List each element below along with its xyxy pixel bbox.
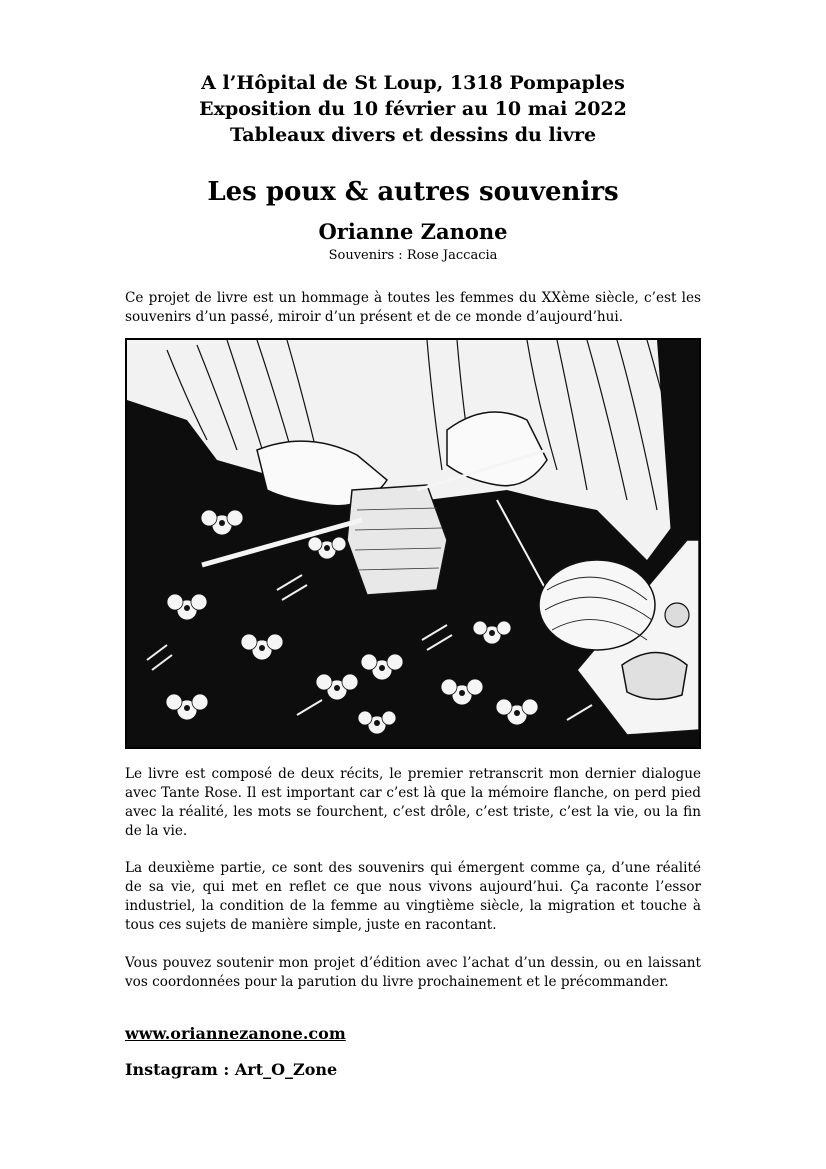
story-paragraph-2: La deuxième partie, ce sont des souvenirs qui émergent comme ça, d’une réalité de sa vie, qui met en reflet ce que nous vivons aujourd’hui. Ça raconte l’essor industriel, la condition de la femme au vingtième siècle, la migration et touche à tous ces sujets de manière simple, juste en racontant.: [125, 860, 701, 933]
dates-line: Exposition du 10 février au 10 mai 2022: [199, 98, 627, 120]
website-link[interactable]: www.oriannezanone.com: [125, 1024, 346, 1043]
book-title: Les poux & autres souvenirs: [207, 177, 619, 207]
exhibition-header: [0, 70, 826, 148]
story-paragraph-1: Le livre est composé de deux récits, le premier retranscrit mon dernier dialogue avec Tante Rose. Il est important car c’est là que la mémoire flanche, on perd pied avec la réalité, les mots se fourchent, c’est drôle, c’est triste, c’est la vie, ou la fin de la vie.: [125, 766, 701, 839]
credit-line: Souvenirs : Rose Jaccacia: [328, 248, 498, 263]
content-line: Tableaux divers et dessins du livre: [229, 124, 597, 146]
intro-paragraph: Ce projet de livre est un hommage à toutes les femmes du XXème siècle, c’est les souvenirs d’un passé, miroir d’un présent et de ce monde d’aujourd’hui.: [125, 290, 701, 325]
support-paragraph: Vous pouvez soutenir mon projet d’édition avec l’achat d’un dessin, ou en laissant vos coordonnées pour la parution du livre prochainement et le précommander.: [125, 955, 701, 990]
venue-line: A l’Hôpital de St Loup, 1318 Pompaples: [201, 72, 625, 94]
knitting-illustration: [125, 338, 701, 749]
instagram-handle: Instagram : Art_O_Zone: [125, 1060, 338, 1079]
author-name: Orianne Zanone: [318, 219, 508, 244]
